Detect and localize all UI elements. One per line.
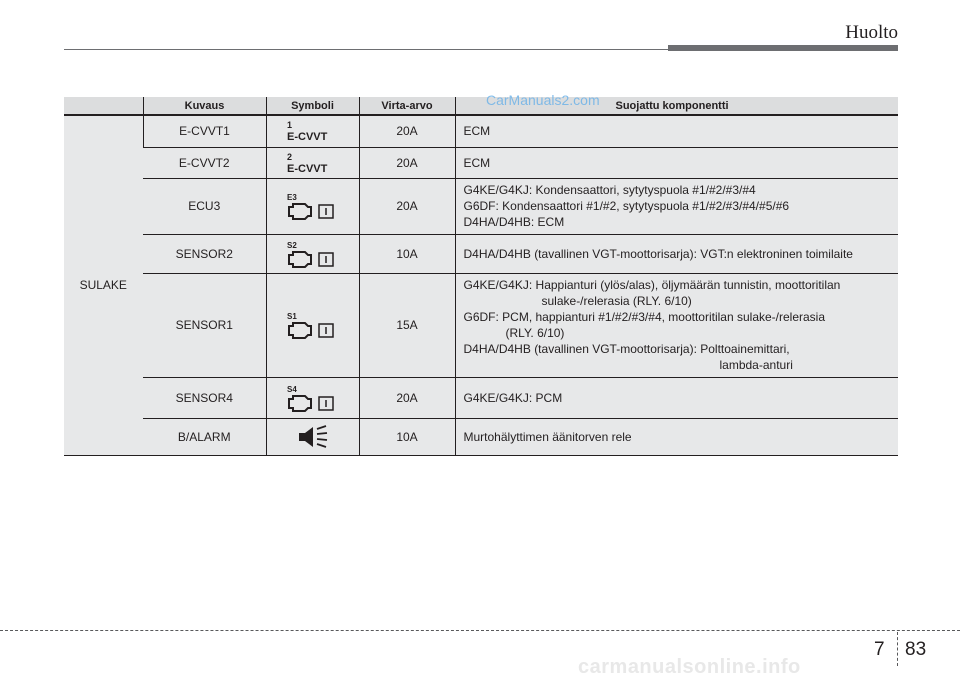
symbol-cell [266, 418, 359, 455]
virta-cell: 10A [359, 418, 455, 455]
component-cell: Murtohälyttimen äänitorven rele [455, 418, 898, 455]
table-row [64, 234, 898, 273]
kuvaus-cell: B/ALARM [143, 418, 266, 455]
svg-text:E-CVVT: E-CVVT [286, 131, 327, 144]
engine-check-icon [283, 383, 343, 413]
table-row [64, 418, 898, 455]
virta-cell: 20A [359, 377, 455, 418]
svg-text:S4: S4 [286, 384, 297, 394]
table-row [64, 147, 898, 178]
chapter-number: 7 [874, 639, 885, 660]
symbol-cell [266, 115, 359, 147]
component-cell: G4KE/G4KJ: Happianturi (ylös/alas), öljymäärän tunnistin, moottoritilan sulake-/relerasia (RLY. 6/10) G6DF: PCM, happianturi #1/#2/#3/#4, moottoritilan sulake-/relerasia (RLY. 6/10) D4HA/D4HB (tavallinen VGT-moottorisarja): Polttoainemittari, lambda-anturi [455, 273, 898, 377]
component-cell: G4KE/G4KJ: PCM [455, 377, 898, 418]
header-symboli: Symboli [266, 97, 359, 115]
kuvaus-cell: ECU3 [143, 178, 266, 234]
table-row [64, 115, 898, 147]
header-rule-accent [668, 45, 898, 51]
header-group [64, 97, 143, 115]
header-suojattu-komponentti: Suojattu komponentti [455, 97, 898, 115]
site-watermark: carmanualsonline.info [578, 656, 801, 678]
svg-text:E3: E3 [286, 193, 297, 202]
page-number: 83 [905, 639, 927, 660]
header-virta-arvo: Virta-arvo [359, 97, 455, 115]
component-cell: ECM [455, 115, 898, 147]
kuvaus-cell: SENSOR2 [143, 234, 266, 273]
e-cvvt-icon [283, 150, 343, 176]
horn-alarm-icon [293, 424, 333, 450]
symbol-cell [266, 273, 359, 377]
page-header-title: Huolto [845, 22, 898, 43]
virta-cell: 20A [359, 115, 455, 147]
footer-rule [0, 630, 960, 631]
fuse-table [64, 97, 898, 456]
header-rule [64, 49, 670, 50]
kuvaus-cell: E-CVVT1 [143, 115, 266, 147]
symbol-cell [266, 178, 359, 234]
virta-cell: 20A [359, 147, 455, 178]
watermark-link[interactable]: CarManuals2.com [486, 92, 600, 108]
svg-text:1: 1 [286, 120, 292, 131]
svg-text:E-CVVT: E-CVVT [286, 162, 327, 175]
group-label: SULAKE [64, 115, 143, 455]
footer-divider [897, 632, 898, 666]
symbol-cell [266, 234, 359, 273]
table-row [64, 273, 898, 377]
symbol-cell [266, 377, 359, 418]
svg-text:S2: S2 [286, 240, 297, 250]
component-cell: ECM [455, 147, 898, 178]
virta-cell: 15A [359, 273, 455, 377]
virta-cell: 20A [359, 178, 455, 234]
engine-check-icon [283, 191, 343, 221]
table-header-row [64, 97, 898, 115]
svg-text:2: 2 [286, 151, 292, 162]
header-kuvaus: Kuvaus [143, 97, 266, 115]
kuvaus-cell: SENSOR4 [143, 377, 266, 418]
engine-check-icon [283, 239, 343, 269]
component-cell: G4KE/G4KJ: Kondensaattori, sytytyspuola #1/#2/#3/#4 G6DF: Kondensaattori #1/#2, sytytyspuola #1/#2/#3/#4/#5/#6 D4HA/D4HB: ECM [455, 178, 898, 234]
virta-cell: 10A [359, 234, 455, 273]
engine-check-icon [283, 310, 343, 340]
kuvaus-cell: SENSOR1 [143, 273, 266, 377]
svg-text:S1: S1 [286, 312, 297, 321]
symbol-cell [266, 147, 359, 178]
e-cvvt-icon [283, 118, 343, 144]
component-cell: D4HA/D4HB (tavallinen VGT-moottorisarja): VGT:n elektroninen toimilaite [455, 234, 898, 273]
table-row [64, 178, 898, 234]
table-row [64, 377, 898, 418]
kuvaus-cell: E-CVVT2 [143, 147, 266, 178]
